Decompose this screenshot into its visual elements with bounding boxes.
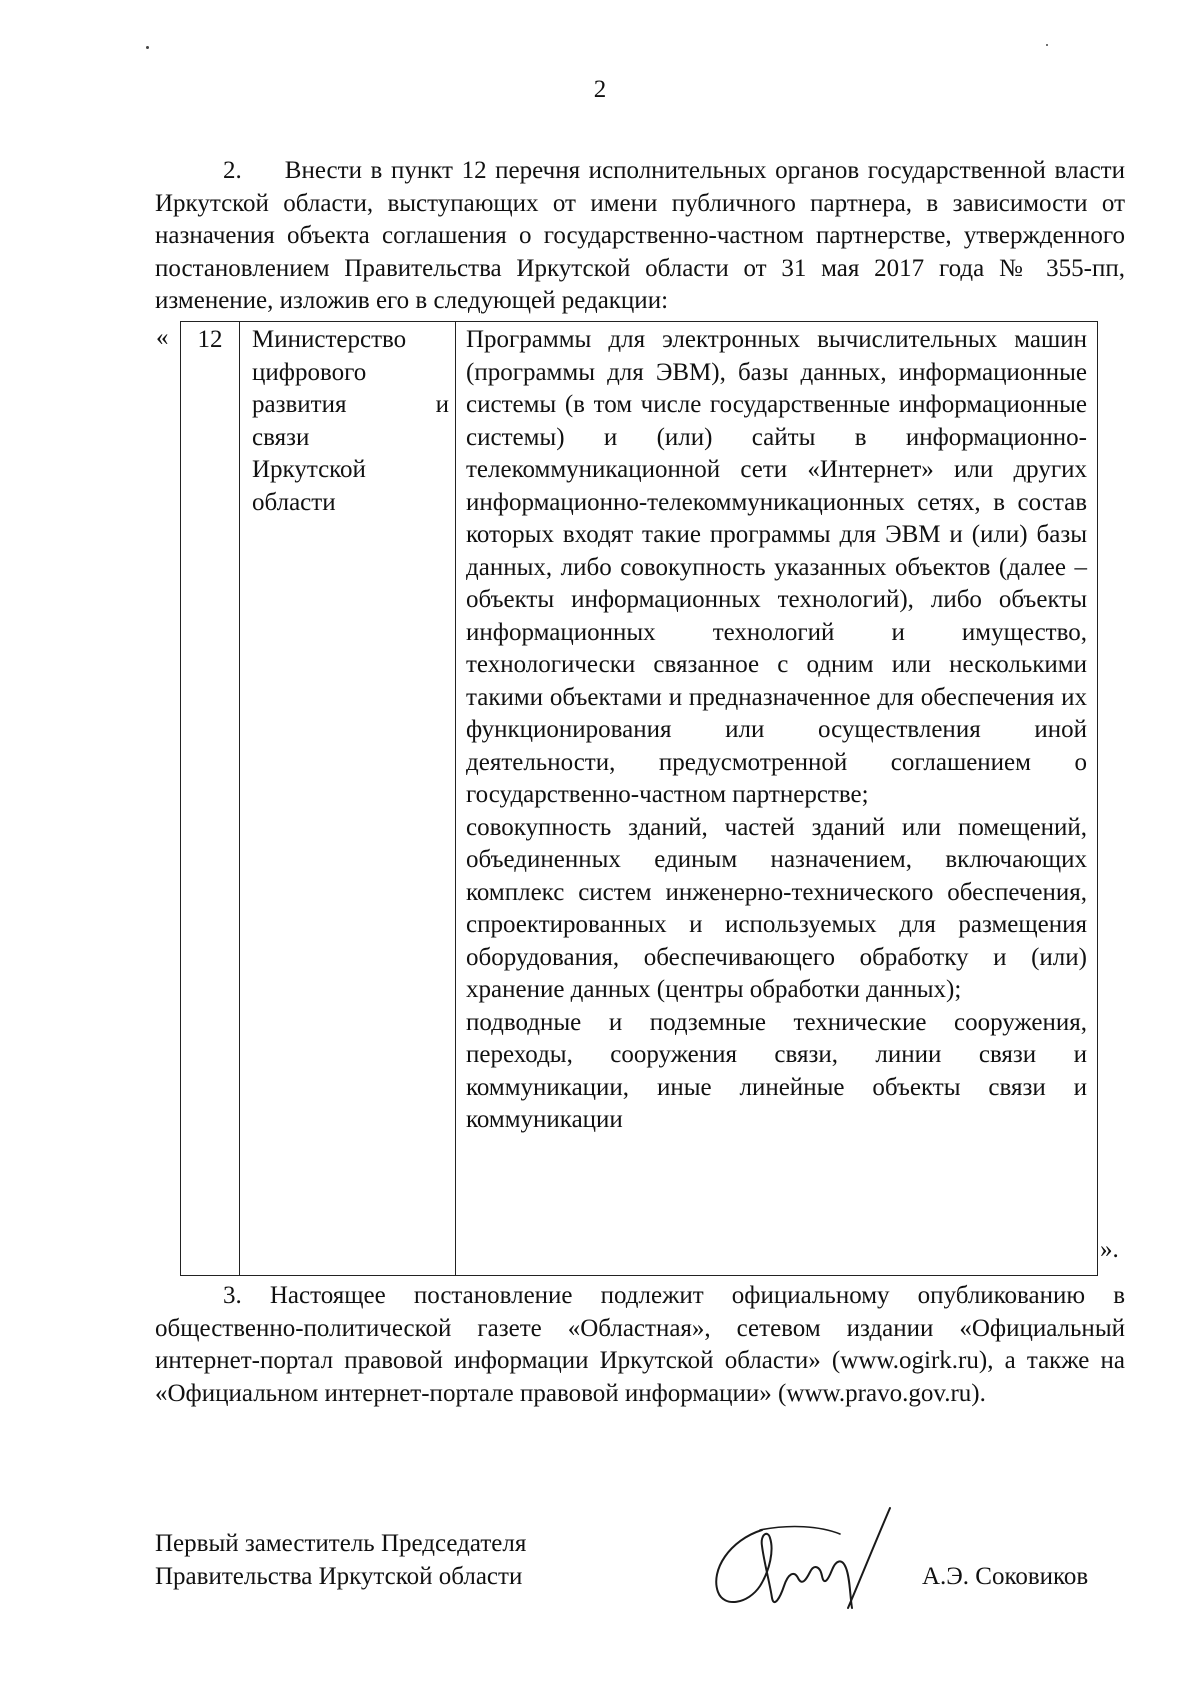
item-number: 12 xyxy=(197,326,223,353)
scan-speck xyxy=(1046,44,1048,46)
objects-paragraph: подводные и подземные технические сооружения, переходы, сооружения связи, линии связи и коммуникации, иные линейные объекты связи и коммуникации xyxy=(466,1008,1087,1133)
signatory-name: А.Э. Соковиков xyxy=(922,1563,1089,1590)
organization-line: развития и xyxy=(252,391,449,418)
amendment-table xyxy=(180,321,1098,1276)
paragraph-3: 3. Настоящее постановление подлежит официальному опубликованию в общественно-политической газете «Областная», сетевом издании «Официальный интернет-портал правовой информации Иркутской области» (www.ogirk.ru), а также на «Официальном интернет-портале правовой информации» (www.pravo.gov.ru). xyxy=(155,1282,1125,1407)
objects-cell xyxy=(456,322,1098,1276)
organization-line: Иркутской xyxy=(252,456,366,483)
signatory-title-line: Правительства Иркутской области xyxy=(155,1563,523,1590)
signatory-title xyxy=(155,1527,526,1593)
objects-paragraph: Программы для электронных вычислительных машин (программы для ЭВМ), базы данных, информационные системы (в том числе государственные информационные системы) и (или) сайты в информационно-телекоммуникационной сети «Интернет» или других информационно-телекоммуникационных сетях, в состав которых входят такие программы для ЭВМ и (или) базы данных, либо совокупность указанных объектов (далее – объекты информационных технологий), либо объекты информационных технологий и имущество, технологически связанное с одним или несколькими такими объектами и предназначенное для обеспечения их функционирования или осуществления иной деятельности, предусмотренной соглашением о государственно-частном партнерстве; xyxy=(466,326,1087,808)
opening-quote: « xyxy=(156,324,169,351)
organization-cell xyxy=(240,322,456,1276)
objects-paragraph: совокупность зданий, частей зданий или помещений, объединенных единым назначением, включающих комплекс систем инженерно-технического обеспечения, спроектированных и используемых для размещения оборудования, обеспечивающего обработку и (или) хранение данных (центры обработки данных); xyxy=(466,813,1087,1003)
organization-line: связи xyxy=(252,423,310,451)
page-number: 2 xyxy=(593,76,607,103)
closing-quote: ». xyxy=(1100,1236,1119,1263)
table-row xyxy=(181,322,1098,1276)
organization-line: области xyxy=(252,488,336,516)
item-number-cell xyxy=(181,322,240,1276)
organization-line: Министерство xyxy=(252,326,407,353)
scan-speck xyxy=(146,46,149,49)
paragraph-2: 2. Внести в пункт 12 перечня исполнительных органов государственной власти Иркутской области, выступающих от имени публичного партнера, в зависимости от назначения объекта соглашения о государственно-частном партнерстве, утвержденного постановлением Правительства Иркутской области от 31 мая 2017 года № 355-пп, изменение, изложив его в следующей редакции: xyxy=(155,157,1125,314)
signatory-title-line: Первый заместитель Председателя xyxy=(155,1530,527,1557)
handwritten-signature xyxy=(700,1500,900,1620)
organization-line: цифрового xyxy=(252,358,367,386)
